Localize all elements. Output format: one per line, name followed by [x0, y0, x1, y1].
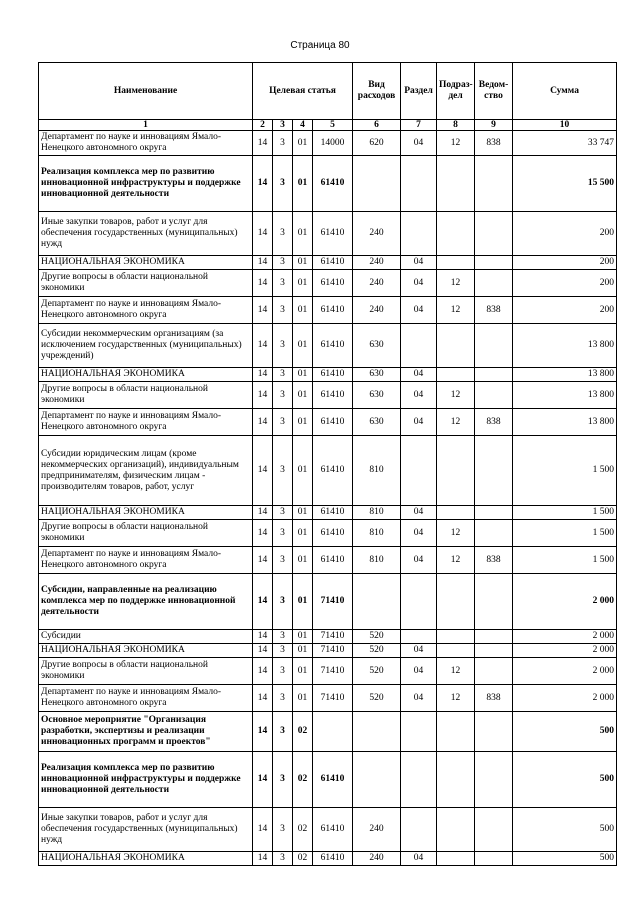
- row-code: 3: [273, 752, 293, 808]
- row-code: 01: [293, 644, 313, 658]
- row-code: [437, 630, 475, 644]
- column-number: 5: [313, 120, 353, 131]
- row-code: 01: [293, 382, 313, 409]
- row-code: 3: [273, 368, 293, 382]
- row-code: [401, 808, 437, 852]
- header-subsection: Подраз-дел: [437, 63, 475, 120]
- row-code: [475, 156, 513, 212]
- header-target: Целевая статья: [253, 63, 353, 120]
- row-code: 240: [353, 256, 401, 270]
- row-code: 3: [273, 574, 293, 630]
- row-code: [437, 752, 475, 808]
- row-sum: 1 500: [513, 520, 617, 547]
- row-sum: 2 000: [513, 644, 617, 658]
- row-name: Реализация комплекса мер по развитию инновационной инфраструктуры и поддержке инновационной деятельности: [39, 156, 253, 212]
- row-code: 01: [293, 324, 313, 368]
- row-code: 240: [353, 852, 401, 866]
- row-code: 01: [293, 436, 313, 506]
- row-code: 14000: [313, 131, 353, 156]
- row-code: [437, 256, 475, 270]
- row-code: 12: [437, 658, 475, 685]
- row-code: [475, 808, 513, 852]
- row-code: 01: [293, 212, 313, 256]
- row-code: 01: [293, 131, 313, 156]
- row-code: 14: [253, 685, 273, 712]
- row-sum: 1 500: [513, 506, 617, 520]
- row-code: 14: [253, 256, 273, 270]
- row-sum: 13 800: [513, 368, 617, 382]
- row-code: 14: [253, 297, 273, 324]
- row-sum: 1 500: [513, 436, 617, 506]
- row-code: 3: [273, 658, 293, 685]
- row-code: 61410: [313, 409, 353, 436]
- row-code: 630: [353, 368, 401, 382]
- table-row: [39, 212, 617, 256]
- row-code: 14: [253, 644, 273, 658]
- row-code: 630: [353, 382, 401, 409]
- row-code: 01: [293, 520, 313, 547]
- table-row: [39, 324, 617, 368]
- row-code: 14: [253, 382, 273, 409]
- row-code: [437, 712, 475, 752]
- table-row: [39, 131, 617, 156]
- row-code: 61410: [313, 808, 353, 852]
- row-code: 01: [293, 409, 313, 436]
- row-code: 71410: [313, 630, 353, 644]
- row-code: [437, 368, 475, 382]
- row-code: 14: [253, 324, 273, 368]
- row-code: [437, 324, 475, 368]
- row-code: [401, 156, 437, 212]
- column-number: 9: [475, 120, 513, 131]
- row-code: [437, 644, 475, 658]
- row-code: 520: [353, 685, 401, 712]
- row-code: [401, 324, 437, 368]
- row-code: [437, 156, 475, 212]
- row-code: 14: [253, 852, 273, 866]
- row-code: 71410: [313, 644, 353, 658]
- row-name: НАЦИОНАЛЬНАЯ ЭКОНОМИКА: [39, 644, 253, 658]
- column-number: 3: [273, 120, 293, 131]
- row-code: 14: [253, 212, 273, 256]
- row-code: 61410: [313, 436, 353, 506]
- table-body: [39, 131, 617, 866]
- row-code: [437, 212, 475, 256]
- row-code: 61410: [313, 852, 353, 866]
- table-row: [39, 368, 617, 382]
- row-code: [475, 256, 513, 270]
- row-code: 71410: [313, 658, 353, 685]
- row-code: [401, 630, 437, 644]
- row-code: [475, 506, 513, 520]
- table-row: [39, 712, 617, 752]
- row-code: 838: [475, 685, 513, 712]
- row-name: Департамент по науке и инновациям Ямало-Ненецкого автономного округа: [39, 685, 253, 712]
- row-code: 810: [353, 436, 401, 506]
- table-row: [39, 630, 617, 644]
- row-code: 01: [293, 156, 313, 212]
- row-sum: 1 500: [513, 547, 617, 574]
- row-code: 04: [401, 852, 437, 866]
- row-sum: 13 800: [513, 409, 617, 436]
- table-row: [39, 506, 617, 520]
- row-code: 61410: [313, 382, 353, 409]
- row-code: 14: [253, 752, 273, 808]
- row-code: 01: [293, 547, 313, 574]
- table-row: [39, 382, 617, 409]
- row-code: 02: [293, 852, 313, 866]
- row-code: [353, 156, 401, 212]
- row-code: 61410: [313, 256, 353, 270]
- table-row: [39, 520, 617, 547]
- row-code: [401, 212, 437, 256]
- table-row: [39, 752, 617, 808]
- row-name: Иные закупки товаров, работ и услуг для обеспечения государственных (муниципальных) нужд: [39, 808, 253, 852]
- row-code: 3: [273, 324, 293, 368]
- row-code: 61410: [313, 156, 353, 212]
- row-code: 3: [273, 630, 293, 644]
- row-code: 12: [437, 270, 475, 297]
- row-sum: 2 000: [513, 658, 617, 685]
- row-code: [475, 270, 513, 297]
- row-code: [475, 852, 513, 866]
- table-row: [39, 658, 617, 685]
- header-name: Наименование: [39, 63, 253, 120]
- row-code: 3: [273, 156, 293, 212]
- row-code: 3: [273, 270, 293, 297]
- row-code: 61410: [313, 270, 353, 297]
- row-code: 14: [253, 506, 273, 520]
- row-code: 3: [273, 131, 293, 156]
- row-code: 3: [273, 256, 293, 270]
- row-code: 61410: [313, 547, 353, 574]
- row-code: 240: [353, 270, 401, 297]
- table-row: [39, 409, 617, 436]
- row-name: Департамент по науке и инновациям Ямало-Ненецкого автономного округа: [39, 547, 253, 574]
- row-sum: 500: [513, 752, 617, 808]
- row-code: 04: [401, 368, 437, 382]
- row-code: 838: [475, 409, 513, 436]
- row-code: 630: [353, 409, 401, 436]
- table-row: [39, 256, 617, 270]
- row-code: 04: [401, 658, 437, 685]
- row-code: 838: [475, 547, 513, 574]
- row-code: 04: [401, 644, 437, 658]
- row-code: 01: [293, 574, 313, 630]
- row-code: [401, 752, 437, 808]
- row-code: [475, 382, 513, 409]
- row-code: [475, 368, 513, 382]
- header-row: [39, 63, 617, 120]
- row-code: [475, 658, 513, 685]
- row-code: 14: [253, 436, 273, 506]
- row-code: 14: [253, 270, 273, 297]
- row-code: 3: [273, 520, 293, 547]
- row-code: 14: [253, 520, 273, 547]
- row-code: [475, 436, 513, 506]
- row-code: 61410: [313, 324, 353, 368]
- row-code: 14: [253, 712, 273, 752]
- row-code: [475, 212, 513, 256]
- row-code: 14: [253, 368, 273, 382]
- row-code: [401, 712, 437, 752]
- row-code: 3: [273, 712, 293, 752]
- row-code: 12: [437, 520, 475, 547]
- row-code: 01: [293, 506, 313, 520]
- column-number: 10: [513, 120, 617, 131]
- row-code: 3: [273, 212, 293, 256]
- table-row: [39, 852, 617, 866]
- row-code: [401, 574, 437, 630]
- row-name: Субсидии некоммерческим организациям (за исключением государственных (муниципальных) учреждений): [39, 324, 253, 368]
- row-code: [437, 506, 475, 520]
- row-code: 12: [437, 409, 475, 436]
- row-name: Другие вопросы в области национальной экономики: [39, 658, 253, 685]
- row-code: 810: [353, 506, 401, 520]
- row-code: 14: [253, 409, 273, 436]
- row-code: 810: [353, 547, 401, 574]
- row-name: Департамент по науке и инновациям Ямало-Ненецкого автономного округа: [39, 297, 253, 324]
- column-number: 7: [401, 120, 437, 131]
- row-code: 04: [401, 506, 437, 520]
- row-code: 01: [293, 630, 313, 644]
- row-code: 3: [273, 382, 293, 409]
- row-code: 240: [353, 212, 401, 256]
- row-code: 04: [401, 685, 437, 712]
- row-code: 71410: [313, 685, 353, 712]
- row-code: 14: [253, 630, 273, 644]
- row-code: 01: [293, 270, 313, 297]
- table-row: [39, 297, 617, 324]
- column-number: 2: [253, 120, 273, 131]
- row-name: Реализация комплекса мер по развитию инновационной инфраструктуры и поддержке инновационной деятельности: [39, 752, 253, 808]
- row-code: 04: [401, 256, 437, 270]
- table-row: [39, 685, 617, 712]
- row-code: 02: [293, 808, 313, 852]
- header-dept: Ведом-ство: [475, 63, 513, 120]
- row-sum: 13 800: [513, 324, 617, 368]
- column-number: 1: [39, 120, 253, 131]
- row-code: 01: [293, 685, 313, 712]
- row-name: Департамент по науке и инновациям Ямало-Ненецкого автономного округа: [39, 409, 253, 436]
- row-code: 14: [253, 547, 273, 574]
- column-number: 8: [437, 120, 475, 131]
- header-sum: Сумма: [513, 63, 617, 120]
- row-code: 02: [293, 752, 313, 808]
- row-code: 04: [401, 547, 437, 574]
- row-sum: 15 500: [513, 156, 617, 212]
- row-code: 3: [273, 506, 293, 520]
- row-code: 14: [253, 808, 273, 852]
- row-code: 3: [273, 436, 293, 506]
- row-sum: 500: [513, 712, 617, 752]
- row-name: Департамент по науке и инновациям Ямало-Ненецкого автономного округа: [39, 131, 253, 156]
- row-code: 61410: [313, 752, 353, 808]
- row-code: 04: [401, 520, 437, 547]
- row-name: НАЦИОНАЛЬНАЯ ЭКОНОМИКА: [39, 852, 253, 866]
- row-name: Субсидии, направленные на реализацию комплекса мер по поддержке инновационной деятельности: [39, 574, 253, 630]
- row-code: [437, 574, 475, 630]
- row-code: [475, 752, 513, 808]
- row-code: [353, 574, 401, 630]
- row-code: 520: [353, 644, 401, 658]
- row-code: 3: [273, 547, 293, 574]
- row-code: 04: [401, 270, 437, 297]
- row-name: НАЦИОНАЛЬНАЯ ЭКОНОМИКА: [39, 256, 253, 270]
- row-code: 04: [401, 409, 437, 436]
- row-code: 3: [273, 808, 293, 852]
- row-code: 3: [273, 409, 293, 436]
- row-code: 61410: [313, 212, 353, 256]
- table-row: [39, 156, 617, 212]
- row-code: 838: [475, 297, 513, 324]
- row-code: 3: [273, 852, 293, 866]
- header-type: Вид расходов: [353, 63, 401, 120]
- row-code: 620: [353, 131, 401, 156]
- row-code: 14: [253, 658, 273, 685]
- row-code: [353, 712, 401, 752]
- table-row: [39, 436, 617, 506]
- row-code: [475, 520, 513, 547]
- row-code: 61410: [313, 520, 353, 547]
- row-code: 01: [293, 297, 313, 324]
- row-code: 14: [253, 131, 273, 156]
- page-number: Страница 80: [290, 40, 350, 51]
- row-code: [437, 436, 475, 506]
- row-code: 520: [353, 658, 401, 685]
- row-code: 01: [293, 368, 313, 382]
- row-sum: 2 000: [513, 574, 617, 630]
- row-sum: 200: [513, 256, 617, 270]
- row-name: Другие вопросы в области национальной экономики: [39, 382, 253, 409]
- row-code: 61410: [313, 297, 353, 324]
- row-code: [437, 808, 475, 852]
- row-code: [475, 630, 513, 644]
- row-code: 12: [437, 382, 475, 409]
- table-row: [39, 808, 617, 852]
- row-code: 630: [353, 324, 401, 368]
- row-code: 71410: [313, 574, 353, 630]
- row-code: 01: [293, 256, 313, 270]
- row-sum: 200: [513, 270, 617, 297]
- row-sum: 500: [513, 852, 617, 866]
- row-code: [475, 712, 513, 752]
- row-code: 01: [293, 658, 313, 685]
- row-code: 12: [437, 547, 475, 574]
- row-name: Основное мероприятие "Организация разработки, экспертизы и реализации инновационных программ и проектов": [39, 712, 253, 752]
- column-number: 6: [353, 120, 401, 131]
- row-code: 240: [353, 808, 401, 852]
- row-name: НАЦИОНАЛЬНАЯ ЭКОНОМИКА: [39, 506, 253, 520]
- row-code: [475, 644, 513, 658]
- row-name: Субсидии юридическим лицам (кроме некоммерческих организаций), индивидуальным предпринимателям, физическим лицам - производителям товаров, работ, услуг: [39, 436, 253, 506]
- column-number: 4: [293, 120, 313, 131]
- row-sum: 13 800: [513, 382, 617, 409]
- row-name: Другие вопросы в области национальной экономики: [39, 520, 253, 547]
- row-code: 520: [353, 630, 401, 644]
- row-code: [475, 574, 513, 630]
- row-sum: 200: [513, 212, 617, 256]
- row-code: 3: [273, 644, 293, 658]
- row-code: 02: [293, 712, 313, 752]
- row-sum: 500: [513, 808, 617, 852]
- row-name: Субсидии: [39, 630, 253, 644]
- row-name: Другие вопросы в области национальной экономики: [39, 270, 253, 297]
- table-row: [39, 574, 617, 630]
- row-code: 838: [475, 131, 513, 156]
- row-code: 240: [353, 297, 401, 324]
- row-sum: 200: [513, 297, 617, 324]
- row-code: 04: [401, 297, 437, 324]
- row-code: 14: [253, 156, 273, 212]
- row-code: [437, 852, 475, 866]
- row-code: [353, 752, 401, 808]
- column-number-row: [39, 120, 617, 131]
- table-row: [39, 270, 617, 297]
- table-row: [39, 547, 617, 574]
- row-code: [401, 436, 437, 506]
- budget-table: [38, 62, 617, 866]
- row-code: 61410: [313, 506, 353, 520]
- row-code: [313, 712, 353, 752]
- row-code: 14: [253, 574, 273, 630]
- row-code: 3: [273, 685, 293, 712]
- header-section: Раздел: [401, 63, 437, 120]
- row-sum: 2 000: [513, 630, 617, 644]
- table-row: [39, 644, 617, 658]
- row-name: Иные закупки товаров, работ и услуг для обеспечения государственных (муниципальных) нужд: [39, 212, 253, 256]
- row-code: 04: [401, 131, 437, 156]
- row-sum: 33 747: [513, 131, 617, 156]
- row-code: 810: [353, 520, 401, 547]
- row-code: 12: [437, 685, 475, 712]
- row-code: 12: [437, 297, 475, 324]
- row-sum: 2 000: [513, 685, 617, 712]
- row-code: 12: [437, 131, 475, 156]
- row-code: 61410: [313, 368, 353, 382]
- row-code: 04: [401, 382, 437, 409]
- row-name: НАЦИОНАЛЬНАЯ ЭКОНОМИКА: [39, 368, 253, 382]
- row-code: [475, 324, 513, 368]
- row-code: 3: [273, 297, 293, 324]
